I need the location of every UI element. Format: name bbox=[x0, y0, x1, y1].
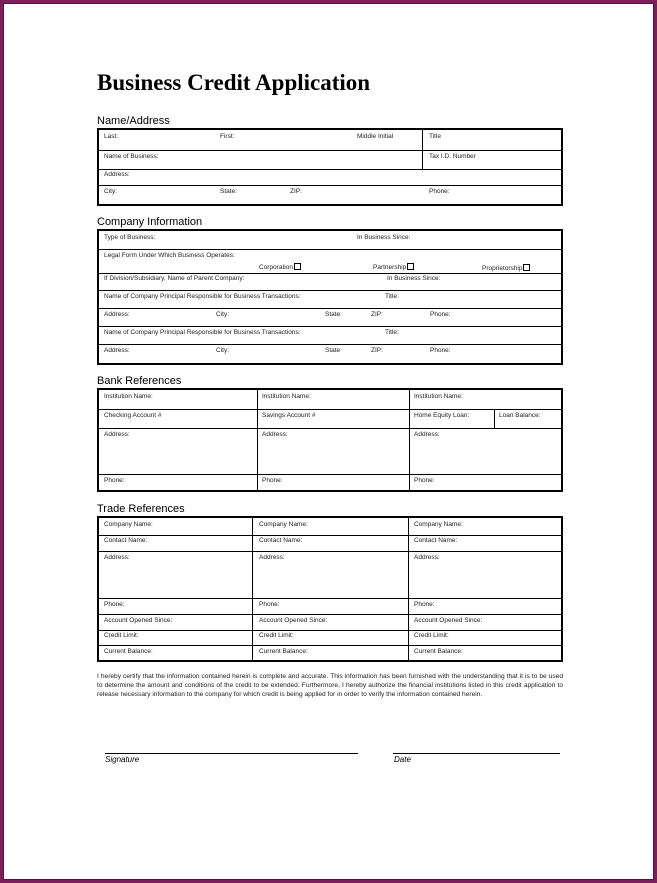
certification-statement: I hereby certify that the information contained herein is complete and accurate. This information has been furnished with the understanding that it is to be used to determine the amount and conditions of the credit to be extended. Furthermore, I hereby authorize the financial institutions listed in this credit application to release necessary information to the company for which credit is being applied for in order to verify the information contained herein. bbox=[97, 673, 563, 698]
savings-account-field[interactable]: Savings Account # bbox=[262, 412, 316, 419]
company-info-box bbox=[97, 229, 563, 365]
title-field[interactable]: Title bbox=[429, 133, 442, 140]
trade-credit-limit-field-2[interactable]: Credit Limit: bbox=[259, 632, 294, 639]
bank-institution-field-1[interactable]: Institution Name: bbox=[104, 393, 153, 400]
trade-account-opened-field-2[interactable]: Account Opened Since: bbox=[259, 617, 328, 624]
in-business-since-field[interactable]: In Business Since: bbox=[357, 234, 411, 241]
trade-credit-limit-field-1[interactable]: Credit Limit: bbox=[104, 632, 139, 639]
trade-address-field-1[interactable]: Address: bbox=[104, 554, 130, 561]
section-heading-trade: Trade References bbox=[97, 503, 185, 515]
trade-current-balance-field-2[interactable]: Current Balance: bbox=[259, 648, 308, 655]
principal-state-field-2[interactable]: State bbox=[325, 347, 341, 354]
trade-address-field-3[interactable]: Address: bbox=[414, 554, 440, 561]
principal-title-field-1[interactable]: Title: bbox=[385, 293, 399, 300]
phone-field[interactable]: Phone: bbox=[429, 188, 450, 195]
zip-field[interactable]: ZIP: bbox=[290, 188, 302, 195]
home-equity-field[interactable]: Home Equity Loan: bbox=[414, 412, 470, 419]
principal-title-field-2[interactable]: Title: bbox=[385, 329, 399, 336]
trade-contact-name-field-1[interactable]: Contact Name: bbox=[104, 537, 148, 544]
bank-institution-field-3[interactable]: Institution Name: bbox=[414, 393, 463, 400]
trade-phone-field-2[interactable]: Phone: bbox=[259, 601, 280, 608]
bank-phone-field-3[interactable]: Phone: bbox=[414, 477, 435, 484]
address-field[interactable]: Address: bbox=[104, 171, 130, 178]
principal-phone-field-1[interactable]: Phone: bbox=[430, 311, 451, 318]
bank-phone-field-1[interactable]: Phone: bbox=[104, 477, 125, 484]
business-name-field[interactable]: Name of Business: bbox=[104, 153, 159, 160]
type-of-business-field[interactable]: Type of Business: bbox=[104, 234, 156, 241]
principal-zip-field-1[interactable]: ZIP: bbox=[371, 311, 383, 318]
tax-id-field[interactable]: Tax I.D. Number bbox=[429, 153, 476, 160]
signature-label: Signature bbox=[105, 755, 140, 764]
trade-phone-field-3[interactable]: Phone: bbox=[414, 601, 435, 608]
in-business-since-field-2[interactable]: In Business Since: bbox=[387, 275, 441, 282]
trade-company-name-field-1[interactable]: Company Name: bbox=[104, 521, 153, 528]
corporation-checkbox[interactable] bbox=[294, 263, 301, 270]
corporation-option[interactable]: Corporation bbox=[259, 263, 301, 271]
principal-address-field-1[interactable]: Address: bbox=[104, 311, 130, 318]
trade-address-field-2[interactable]: Address: bbox=[259, 554, 285, 561]
date-line[interactable] bbox=[393, 753, 560, 754]
name-address-box bbox=[97, 128, 563, 206]
principal-field-1[interactable]: Name of Company Principal Responsible for Business Transactions: bbox=[104, 293, 301, 300]
bank-references-box bbox=[97, 388, 563, 492]
trade-account-opened-field-3[interactable]: Account Opened Since: bbox=[414, 617, 483, 624]
state-field[interactable]: State: bbox=[220, 188, 237, 195]
principal-state-field-1[interactable]: State bbox=[325, 311, 341, 318]
document-page bbox=[3, 3, 654, 880]
bank-address-field-3[interactable]: Address: bbox=[414, 431, 440, 438]
bank-address-field-2[interactable]: Address: bbox=[262, 431, 288, 438]
section-heading-bank: Bank References bbox=[97, 375, 182, 387]
principal-city-field-1[interactable]: City: bbox=[216, 311, 229, 318]
parent-company-field[interactable]: If Division/Subsidiary, Name of Parent Company: bbox=[104, 275, 245, 282]
section-heading-name-address: Name/Address bbox=[97, 115, 170, 127]
trade-account-opened-field-1[interactable]: Account Opened Since: bbox=[104, 617, 173, 624]
partnership-checkbox[interactable] bbox=[407, 263, 414, 270]
trade-current-balance-field-1[interactable]: Current Balance: bbox=[104, 648, 153, 655]
trade-current-balance-field-3[interactable]: Current Balance: bbox=[414, 648, 463, 655]
principal-zip-field-2[interactable]: ZIP: bbox=[371, 347, 383, 354]
trade-contact-name-field-2[interactable]: Contact Name: bbox=[259, 537, 303, 544]
loan-balance-field[interactable]: Loan Balance: bbox=[499, 412, 541, 419]
bank-phone-field-2[interactable]: Phone: bbox=[262, 477, 283, 484]
principal-city-field-2[interactable]: City: bbox=[216, 347, 229, 354]
bank-address-field-1[interactable]: Address: bbox=[104, 431, 130, 438]
trade-credit-limit-field-3[interactable]: Credit Limit: bbox=[414, 632, 449, 639]
middle-initial-field[interactable]: Middle Initial bbox=[357, 133, 394, 140]
trade-company-name-field-3[interactable]: Company Name: bbox=[414, 521, 463, 528]
checking-account-field[interactable]: Checking Account # bbox=[104, 412, 162, 419]
partnership-option[interactable]: Partnership bbox=[373, 263, 414, 271]
trade-contact-name-field-3[interactable]: Contact Name: bbox=[414, 537, 458, 544]
proprietorship-option[interactable]: Proprietorship bbox=[482, 264, 530, 272]
last-name-field[interactable]: Last: bbox=[104, 133, 119, 140]
first-name-field[interactable]: First: bbox=[220, 133, 235, 140]
principal-phone-field-2[interactable]: Phone: bbox=[430, 347, 451, 354]
bank-institution-field-2[interactable]: Institution Name: bbox=[262, 393, 311, 400]
city-field[interactable]: City: bbox=[104, 188, 117, 195]
section-heading-company: Company Information bbox=[97, 216, 203, 228]
proprietorship-checkbox[interactable] bbox=[523, 264, 530, 271]
document-title: Business Credit Application bbox=[97, 70, 371, 95]
signature-line[interactable] bbox=[105, 753, 358, 754]
principal-address-field-2[interactable]: Address: bbox=[104, 347, 130, 354]
date-label: Date bbox=[394, 755, 411, 764]
trade-company-name-field-2[interactable]: Company Name: bbox=[259, 521, 308, 528]
trade-references-box bbox=[97, 516, 563, 662]
principal-field-2[interactable]: Name of Company Principal Responsible for Business Transactions: bbox=[104, 329, 301, 336]
legal-form-label: Legal Form Under Which Business Operates: bbox=[104, 252, 235, 259]
trade-phone-field-1[interactable]: Phone: bbox=[104, 601, 125, 608]
